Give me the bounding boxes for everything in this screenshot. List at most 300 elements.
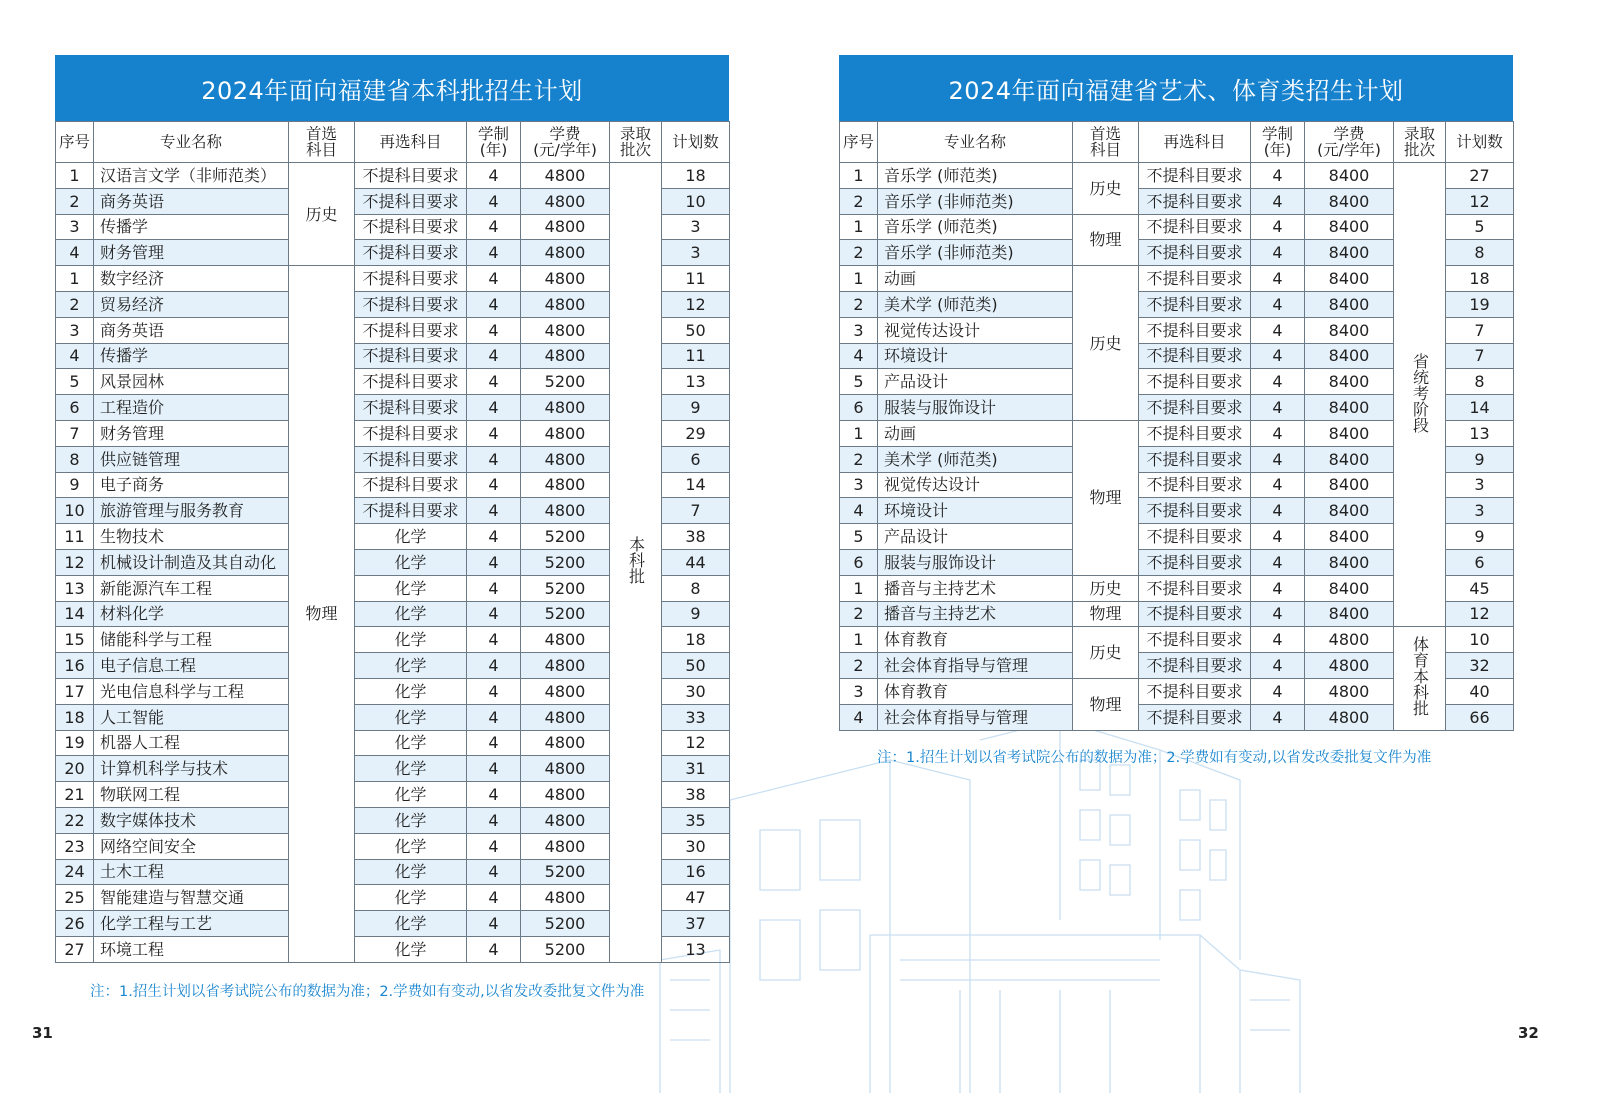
seq-cell: 1 [840,627,878,653]
fee-cell: 4800 [1305,704,1394,730]
years-cell: 4 [467,859,521,885]
major-cell: 环境工程 [94,936,289,962]
years-cell: 4 [467,472,521,498]
reselect-cell: 不提科目要求 [1139,627,1251,653]
years-cell: 4 [467,885,521,911]
seq-cell: 6 [840,395,878,421]
major-cell: 传播学 [94,343,289,369]
fee-cell: 8400 [1305,395,1394,421]
major-cell: 财务管理 [94,240,289,266]
plan-cell: 37 [662,911,730,937]
plan-cell: 38 [662,782,730,808]
plan-cell: 32 [1446,653,1514,679]
years-cell: 4 [467,420,521,446]
seq-cell: 26 [56,911,94,937]
major-cell: 社会体育指导与管理 [878,704,1073,730]
reselect-cell: 不提科目要求 [355,188,467,214]
reselect-cell: 不提科目要求 [1139,343,1251,369]
reselect-cell: 不提科目要求 [1139,317,1251,343]
major-cell: 数字经济 [94,266,289,292]
fee-cell: 5200 [521,369,610,395]
major-cell: 环境设计 [878,498,1073,524]
first-subject-cell: 物理 [1073,420,1139,575]
plan-cell: 8 [1446,240,1514,266]
fee-cell: 4800 [521,446,610,472]
plan-cell: 6 [662,446,730,472]
years-cell: 4 [467,395,521,421]
fee-cell: 4800 [1305,653,1394,679]
fee-cell: 4800 [521,498,610,524]
years-cell: 4 [1251,498,1305,524]
fee-cell: 8400 [1305,163,1394,189]
years-cell: 4 [1251,678,1305,704]
reselect-cell: 化学 [355,756,467,782]
plan-cell: 8 [1446,369,1514,395]
years-cell: 4 [1251,163,1305,189]
major-cell: 材料化学 [94,601,289,627]
years-cell: 4 [1251,524,1305,550]
fee-cell: 4800 [521,317,610,343]
years-cell: 4 [1251,214,1305,240]
plan-cell: 47 [662,885,730,911]
years-cell: 4 [467,446,521,472]
major-cell: 光电信息科学与工程 [94,678,289,704]
fee-cell: 4800 [521,833,610,859]
left-header-first: 首选 科目 [289,122,355,163]
seq-cell: 1 [56,266,94,292]
reselect-cell: 化学 [355,807,467,833]
reselect-cell: 不提科目要求 [1139,266,1251,292]
years-cell: 4 [467,601,521,627]
batch-label: 省统考阶段 [1410,352,1430,433]
plan-cell: 66 [1446,704,1514,730]
seq-cell: 10 [56,498,94,524]
fee-cell: 4800 [521,704,610,730]
fee-cell: 8400 [1305,214,1394,240]
years-cell: 4 [467,240,521,266]
reselect-cell: 化学 [355,524,467,550]
fee-cell: 4800 [521,730,610,756]
plan-cell: 30 [662,833,730,859]
years-cell: 4 [1251,704,1305,730]
reselect-cell: 不提科目要求 [1139,214,1251,240]
major-cell: 播音与主持艺术 [878,601,1073,627]
reselect-cell: 化学 [355,601,467,627]
fee-cell: 4800 [521,240,610,266]
plan-cell: 6 [1446,549,1514,575]
major-cell: 动画 [878,420,1073,446]
plan-cell: 3 [662,240,730,266]
batch-cell [1394,627,1446,730]
first-subject-cell: 物理 [289,266,355,963]
reselect-cell: 不提科目要求 [355,317,467,343]
major-cell: 机器人工程 [94,730,289,756]
plan-cell: 13 [1446,420,1514,446]
plan-cell: 10 [662,188,730,214]
seq-cell: 22 [56,807,94,833]
reselect-cell: 不提科目要求 [1139,163,1251,189]
major-cell: 贸易经济 [94,291,289,317]
seq-cell: 16 [56,653,94,679]
years-cell: 4 [467,936,521,962]
fee-cell: 5200 [521,936,610,962]
seq-cell: 7 [56,420,94,446]
right-header-reselect: 再选科目 [1139,122,1251,163]
years-cell: 4 [1251,601,1305,627]
years-cell: 4 [1251,575,1305,601]
seq-cell: 24 [56,859,94,885]
years-cell: 4 [1251,627,1305,653]
seq-cell: 3 [840,317,878,343]
major-cell: 商务英语 [94,317,289,343]
seq-cell: 4 [840,498,878,524]
left-header-seq: 序号 [56,122,94,163]
fee-cell: 8400 [1305,498,1394,524]
years-cell: 4 [467,730,521,756]
fee-cell: 4800 [521,653,610,679]
fee-cell: 8400 [1305,291,1394,317]
fee-cell: 4800 [521,782,610,808]
years-cell: 4 [1251,446,1305,472]
seq-cell: 3 [56,317,94,343]
reselect-cell: 化学 [355,627,467,653]
plan-cell: 5 [1446,214,1514,240]
right-header-major: 专业名称 [878,122,1073,163]
first-subject-cell: 历史 [289,163,355,266]
table-row [840,627,1514,653]
left-header-fee: 学费 (元/学年) [521,122,610,163]
reselect-cell: 不提科目要求 [1139,188,1251,214]
first-subject-cell: 物理 [1073,601,1139,627]
plan-cell: 18 [662,627,730,653]
reselect-cell: 不提科目要求 [355,420,467,446]
seq-cell: 6 [56,395,94,421]
seq-cell: 2 [840,240,878,266]
plan-cell: 13 [662,369,730,395]
plan-cell: 12 [1446,601,1514,627]
reselect-cell: 不提科目要求 [1139,395,1251,421]
plan-cell: 44 [662,549,730,575]
years-cell: 4 [1251,317,1305,343]
plan-cell: 35 [662,807,730,833]
seq-cell: 3 [840,678,878,704]
fee-cell: 4800 [521,291,610,317]
left-header-row [56,122,730,163]
major-cell: 化学工程与工艺 [94,911,289,937]
plan-cell: 7 [662,498,730,524]
years-cell: 4 [1251,291,1305,317]
fee-cell: 8400 [1305,240,1394,266]
reselect-cell: 化学 [355,549,467,575]
reselect-cell: 不提科目要求 [355,291,467,317]
major-cell: 土木工程 [94,859,289,885]
plan-cell: 14 [662,472,730,498]
fee-cell: 5200 [521,601,610,627]
years-cell: 4 [467,188,521,214]
fee-cell: 8400 [1305,575,1394,601]
plan-cell: 18 [1446,266,1514,292]
fee-cell: 5200 [521,911,610,937]
plan-cell: 19 [1446,291,1514,317]
reselect-cell: 化学 [355,653,467,679]
plan-cell: 11 [662,266,730,292]
plan-cell: 30 [662,678,730,704]
seq-cell: 27 [56,936,94,962]
years-cell: 4 [467,549,521,575]
reselect-cell: 不提科目要求 [1139,369,1251,395]
years-cell: 4 [467,317,521,343]
major-cell: 视觉传达设计 [878,472,1073,498]
right-note: 注：1.招生计划以省考试院公布的数据为准；2.学费如有变动,以省发改委批复文件为准 [877,750,1432,766]
major-cell: 服装与服饰设计 [878,549,1073,575]
reselect-cell: 不提科目要求 [355,343,467,369]
years-cell: 4 [467,524,521,550]
years-cell: 4 [1251,343,1305,369]
major-cell: 储能科学与工程 [94,627,289,653]
major-cell: 音乐学 (师范类) [878,214,1073,240]
plan-cell: 18 [662,163,730,189]
major-cell: 网络空间安全 [94,833,289,859]
major-cell: 美术学 (师范类) [878,446,1073,472]
left-header-batch: 录取 批次 [610,122,662,163]
fee-cell: 4800 [521,266,610,292]
seq-cell: 18 [56,704,94,730]
fee-cell: 8400 [1305,317,1394,343]
plan-cell: 9 [662,395,730,421]
right-header-first: 首选 科目 [1073,122,1139,163]
reselect-cell: 不提科目要求 [1139,653,1251,679]
years-cell: 4 [467,627,521,653]
right-table-body [840,163,1514,731]
major-cell: 播音与主持艺术 [878,575,1073,601]
major-cell: 计算机科学与技术 [94,756,289,782]
seq-cell: 5 [840,524,878,550]
years-cell: 4 [467,833,521,859]
reselect-cell: 化学 [355,575,467,601]
reselect-cell: 不提科目要求 [355,446,467,472]
plan-cell: 7 [1446,317,1514,343]
major-cell: 社会体育指导与管理 [878,653,1073,679]
plan-cell: 9 [662,601,730,627]
plan-cell: 45 [1446,575,1514,601]
plan-cell: 11 [662,343,730,369]
seq-cell: 1 [840,575,878,601]
plan-cell: 16 [662,859,730,885]
seq-cell: 6 [840,549,878,575]
left-title: 2024年面向福建省本科批招生计划 [55,55,729,121]
right-header-fee: 学费 (元/学年) [1305,122,1394,163]
major-cell: 音乐学 (非师范类) [878,188,1073,214]
reselect-cell: 不提科目要求 [1139,446,1251,472]
seq-cell: 2 [56,291,94,317]
years-cell: 4 [1251,369,1305,395]
first-subject-cell: 物理 [1073,678,1139,730]
years-cell: 4 [1251,549,1305,575]
seq-cell: 23 [56,833,94,859]
years-cell: 4 [467,163,521,189]
first-subject-cell: 历史 [1073,575,1139,601]
plan-cell: 13 [662,936,730,962]
left-table-body [56,163,730,963]
reselect-cell: 化学 [355,833,467,859]
seq-cell: 1 [840,214,878,240]
left-header-reselect: 再选科目 [355,122,467,163]
major-cell: 旅游管理与服务教育 [94,498,289,524]
left-panel [55,55,729,963]
left-note: 注：1.招生计划以省考试院公布的数据为准；2.学费如有变动,以省发改委批复文件为准 [90,984,645,1000]
fee-cell: 4800 [521,163,610,189]
plan-cell: 8 [662,575,730,601]
first-subject-cell: 历史 [1073,266,1139,421]
batch-label: 体育本科批 [1410,636,1430,717]
years-cell: 4 [1251,653,1305,679]
fee-cell: 4800 [521,756,610,782]
years-cell: 4 [467,266,521,292]
fee-cell: 4800 [521,472,610,498]
plan-cell: 9 [1446,524,1514,550]
fee-cell: 5200 [521,575,610,601]
right-header-plan: 计划数 [1446,122,1514,163]
reselect-cell: 化学 [355,885,467,911]
years-cell: 4 [1251,188,1305,214]
fee-cell: 4800 [521,885,610,911]
seq-cell: 5 [56,369,94,395]
fee-cell: 4800 [521,188,610,214]
major-cell: 产品设计 [878,524,1073,550]
reselect-cell: 不提科目要求 [1139,240,1251,266]
major-cell: 数字媒体技术 [94,807,289,833]
reselect-cell: 不提科目要求 [355,214,467,240]
reselect-cell: 化学 [355,678,467,704]
right-header-seq: 序号 [840,122,878,163]
right-header-years: 学制 (年) [1251,122,1305,163]
right-header-batch: 录取 批次 [1394,122,1446,163]
reselect-cell: 不提科目要求 [355,472,467,498]
plan-cell: 38 [662,524,730,550]
seq-cell: 4 [840,704,878,730]
major-cell: 财务管理 [94,420,289,446]
reselect-cell: 化学 [355,782,467,808]
reselect-cell: 不提科目要求 [1139,601,1251,627]
right-header-row [840,122,1514,163]
reselect-cell: 不提科目要求 [1139,524,1251,550]
first-subject-cell: 物理 [1073,214,1139,266]
seq-cell: 2 [56,188,94,214]
left-header-plan: 计划数 [662,122,730,163]
years-cell: 4 [1251,240,1305,266]
major-cell: 商务英语 [94,188,289,214]
seq-cell: 3 [840,472,878,498]
years-cell: 4 [467,343,521,369]
major-cell: 风景园林 [94,369,289,395]
reselect-cell: 化学 [355,911,467,937]
years-cell: 4 [467,498,521,524]
batch-cell [1394,163,1446,627]
years-cell: 4 [467,807,521,833]
seq-cell: 9 [56,472,94,498]
reselect-cell: 化学 [355,704,467,730]
left-header-major: 专业名称 [94,122,289,163]
fee-cell: 4800 [1305,678,1394,704]
fee-cell: 8400 [1305,343,1394,369]
major-cell: 传播学 [94,214,289,240]
reselect-cell: 不提科目要求 [355,266,467,292]
reselect-cell: 不提科目要求 [1139,575,1251,601]
years-cell: 4 [467,678,521,704]
plan-cell: 3 [662,214,730,240]
fee-cell: 4800 [521,395,610,421]
years-cell: 4 [467,704,521,730]
reselect-cell: 不提科目要求 [355,395,467,421]
table-row [840,163,1514,189]
batch-cell [610,163,662,963]
years-cell: 4 [467,911,521,937]
seq-cell: 12 [56,549,94,575]
batch-label: 本科批 [626,536,646,585]
fee-cell: 4800 [1305,627,1394,653]
major-cell: 供应链管理 [94,446,289,472]
years-cell: 4 [467,653,521,679]
fee-cell: 5200 [521,859,610,885]
plan-cell: 29 [662,420,730,446]
major-cell: 电子商务 [94,472,289,498]
years-cell: 4 [1251,266,1305,292]
major-cell: 人工智能 [94,704,289,730]
major-cell: 智能建造与智慧交通 [94,885,289,911]
fee-cell: 4800 [521,420,610,446]
major-cell: 生物技术 [94,524,289,550]
plan-cell: 12 [662,730,730,756]
seq-cell: 2 [840,601,878,627]
years-cell: 4 [467,291,521,317]
seq-cell: 14 [56,601,94,627]
major-cell: 视觉传达设计 [878,317,1073,343]
left-page-number: 31 [32,1024,53,1042]
major-cell: 机械设计制造及其自动化 [94,549,289,575]
reselect-cell: 化学 [355,730,467,756]
seq-cell: 17 [56,678,94,704]
seq-cell: 4 [56,343,94,369]
seq-cell: 1 [840,266,878,292]
first-subject-cell: 历史 [1073,163,1139,215]
fee-cell: 8400 [1305,188,1394,214]
reselect-cell: 不提科目要求 [1139,704,1251,730]
major-cell: 音乐学 (师范类) [878,163,1073,189]
seq-cell: 15 [56,627,94,653]
reselect-cell: 不提科目要求 [1139,291,1251,317]
reselect-cell: 不提科目要求 [1139,498,1251,524]
seq-cell: 21 [56,782,94,808]
right-panel [839,55,1513,731]
major-cell: 物联网工程 [94,782,289,808]
reselect-cell: 不提科目要求 [1139,472,1251,498]
seq-cell: 1 [56,163,94,189]
reselect-cell: 不提科目要求 [355,240,467,266]
years-cell: 4 [1251,472,1305,498]
plan-cell: 40 [1446,678,1514,704]
fee-cell: 4800 [521,214,610,240]
reselect-cell: 不提科目要求 [355,163,467,189]
plan-cell: 12 [1446,188,1514,214]
seq-cell: 2 [840,291,878,317]
seq-cell: 19 [56,730,94,756]
right-page-number: 32 [1518,1024,1539,1042]
reselect-cell: 化学 [355,936,467,962]
years-cell: 4 [467,214,521,240]
fee-cell: 4800 [521,627,610,653]
fee-cell: 8400 [1305,420,1394,446]
right-table [839,121,1514,731]
